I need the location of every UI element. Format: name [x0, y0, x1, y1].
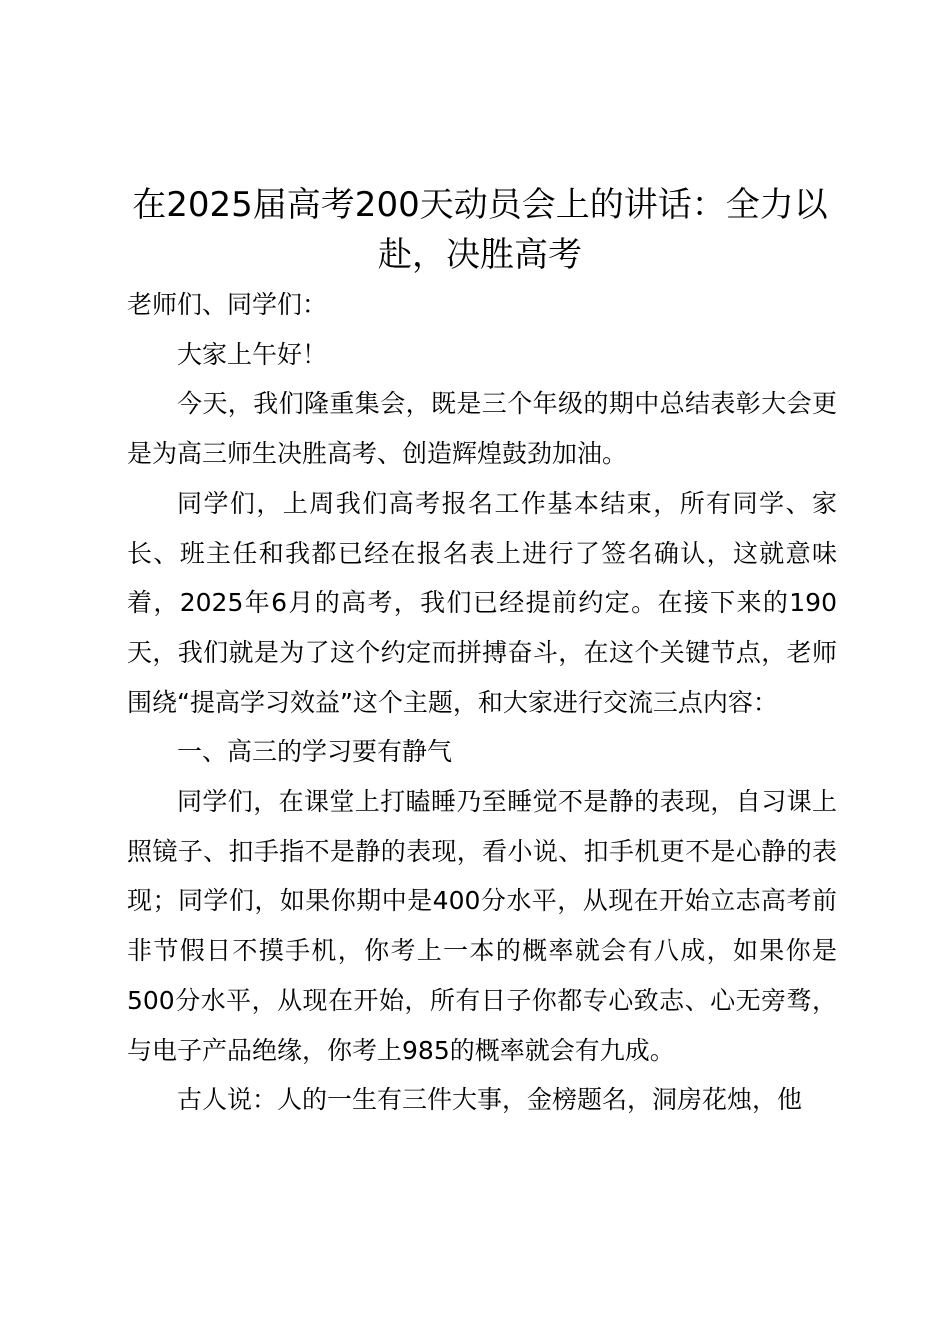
document-title: 在2025届高考200天动员会上的讲话：全力以赴，决胜高考 — [132, 185, 828, 275]
paragraph-intro: 今天，我们隆重集会，既是三个年级的期中总结表彰大会更是为高三师生决胜高考、创造辉煌鼓劲加油。 — [127, 389, 837, 469]
salutation: 老师们、同学们： — [127, 290, 328, 319]
document-body — [127, 280, 837, 1125]
paragraph-registration: 同学们，上周我们高考报名工作基本结束，所有同学、家长、班主任和我都已经在报名表上进行了签名确认，这就意味着，2025年6月的高考，我们已经提前约定。在接下来的190天，我们就是为了这个约定而拼搏奋斗，在这个关键节点，老师围绕“提高学习效益”这个主题，和大家进行交流三点内容： — [127, 488, 837, 717]
section-heading-1: 一、高三的学习要有静气 — [177, 737, 453, 767]
paragraph-calmness: 同学们，在课堂上打瞌睡乃至睡觉不是静的表现，自习课上照镜子、扣手指不是静的表现，看小说、扣手机更不是心静的表现；同学们，如果你期中是400分水平，从现在开始立志高考前非节假日不摸手机，你考上一本的概率就会有八成，如果你是500分水平，从现在开始，所有日子你都专心致志、心无旁骛，与电子产品绝缘，你考上985的概率就会有九成。 — [127, 787, 837, 1065]
paragraph-ancient-saying: 古人说：人的一生有三件大事，金榜题名，洞房花烛，他 — [177, 1085, 803, 1115]
paragraph-greeting: 大家上午好！ — [177, 339, 328, 369]
